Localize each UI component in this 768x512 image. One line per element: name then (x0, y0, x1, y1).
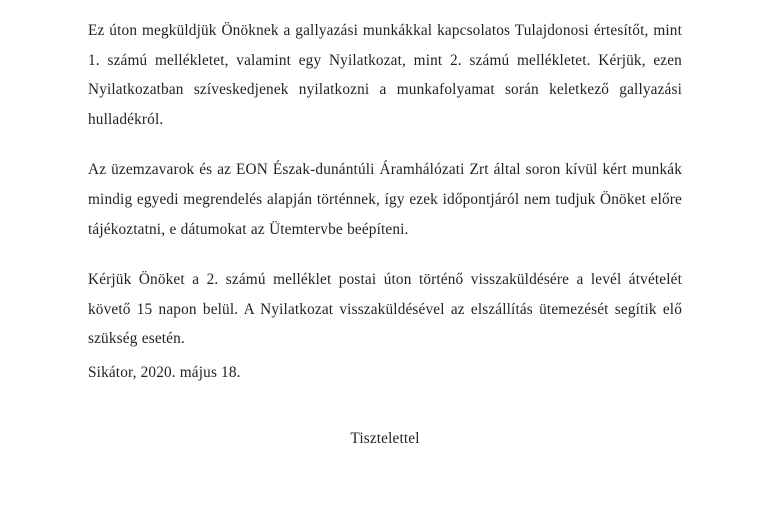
place-and-date-line: Sikátor, 2020. május 18. (88, 364, 241, 381)
body-paragraph-3: Kérjük Önöket a 2. számú melléklet postai úton történő visszaküldésére a levél átvételét követő 15 napon belül. A Nyilatkozat visszaküldésével az elszállítás ütemezését segítik elő szükség esetén. (88, 271, 682, 348)
closing-salutation: Tisztelettel (350, 430, 420, 447)
body-paragraph-1: Ez úton megküldjük Önöknek a gallyazási munkákkal kapcsolatos Tulajdonosi értesítőt, mint 1. számú mellékletet, valamint egy Nyilatkozat, mint 2. számú mellékletet. Kérjük, ezen Nyilatkozatban szíveskedjenek nyilatkozni a munkafolyamat során keletkező gallyazási hulladékról. (88, 22, 682, 128)
letter-body (88, 16, 682, 354)
signature-block (88, 358, 682, 388)
body-paragraph-2: Az üzemzavarok és az EON Észak-dunántúli Áramhálózati Zrt által soron kívül kért munkák mindig egyedi megrendelés alapján történnek, így ezek időpontjáról nem tudjuk Önöket előre tájékoztatni, e dátumokat az Ütemtervbe beépíteni. (88, 161, 682, 238)
